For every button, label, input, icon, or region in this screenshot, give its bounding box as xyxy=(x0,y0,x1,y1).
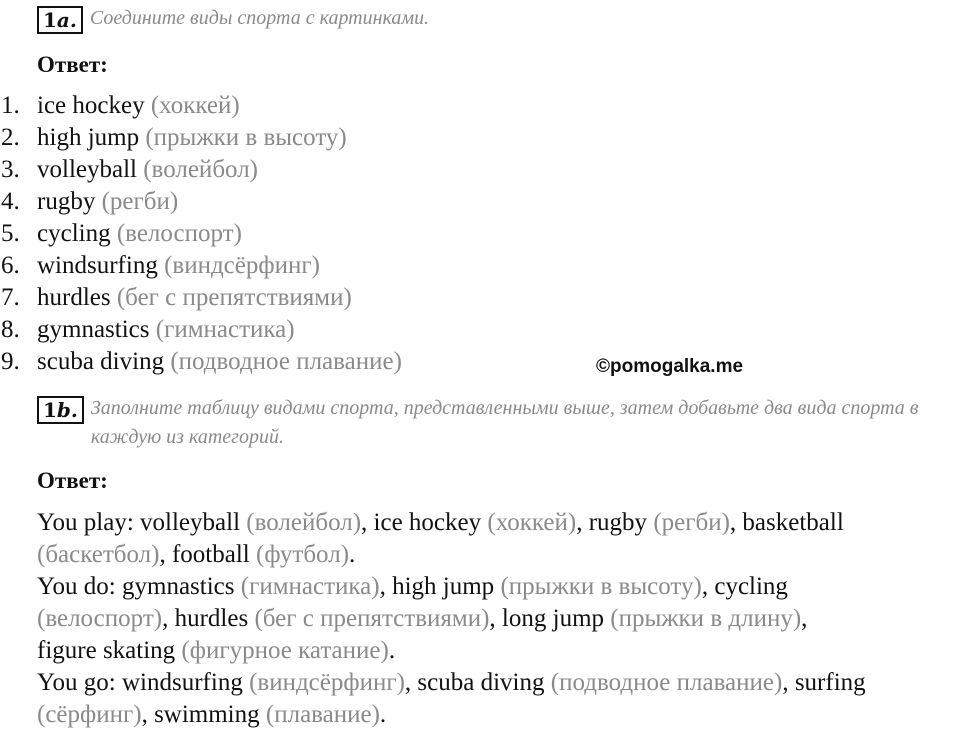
sport-name-ru: (хоккей) xyxy=(150,92,240,119)
list-item xyxy=(0,122,402,154)
task-1b-badge xyxy=(37,396,84,424)
sport-name-en: high jump xyxy=(37,124,140,151)
list-item-number: 9. xyxy=(1,348,20,375)
sport-name-ru: (волейбол) xyxy=(143,156,259,183)
text-segment-en: , long jump xyxy=(489,605,611,632)
task-1a-badge-letter: a. xyxy=(56,8,77,32)
text-segment-en: , hurdles xyxy=(162,605,255,632)
text-segment-en: figure skating xyxy=(37,637,182,664)
list-item xyxy=(0,186,402,218)
text-segment-en: . xyxy=(349,541,356,568)
sport-name-en: scuba diving xyxy=(37,348,165,375)
paragraph-line xyxy=(37,635,957,667)
paragraph-line xyxy=(37,603,957,635)
sport-name-en: rugby xyxy=(37,188,96,215)
text-segment-ru: (подводное плавание) xyxy=(550,669,783,696)
text-segment-ru: (фигурное катание) xyxy=(181,637,389,664)
paragraph-line xyxy=(37,699,957,731)
task-1a-instruction: Соедините виды спорта с картинками. xyxy=(89,7,430,29)
text-segment-ru: (сёрфинг) xyxy=(37,701,142,728)
text-segment-en: You do: gymnastics xyxy=(37,573,241,600)
paragraph-line xyxy=(37,539,957,571)
sport-name-en: cycling xyxy=(37,220,111,247)
sport-name-ru: (регби) xyxy=(101,188,179,215)
text-segment-en: , basketball xyxy=(729,509,844,536)
sport-name-ru: (виндсёрфинг) xyxy=(164,252,320,279)
sport-name-ru: (прыжки в высоту) xyxy=(145,124,347,151)
text-segment-ru: (баскетбол) xyxy=(37,541,160,568)
text-segment-ru: (бег с препятствиями) xyxy=(254,605,490,632)
sport-name-en: hurdles xyxy=(37,284,111,311)
paragraph-line xyxy=(37,507,957,539)
answer-paragraph xyxy=(37,507,957,731)
answer-label-1b: Ответ: xyxy=(37,468,108,493)
text-segment-ru: (виндсёрфинг) xyxy=(249,669,405,696)
text-segment-en: , high jump xyxy=(379,573,501,600)
sport-name-ru: (бег с препятствиями) xyxy=(116,284,352,311)
list-item xyxy=(0,90,402,122)
sport-name-ru: (велоспорт) xyxy=(116,220,242,247)
text-segment-en: , cycling xyxy=(701,573,788,600)
list-item xyxy=(0,346,402,378)
text-segment-ru: (гимнастика) xyxy=(240,573,380,600)
text-segment-en: , football xyxy=(159,541,256,568)
task-1a-header xyxy=(37,6,429,34)
text-segment-ru: (футбол) xyxy=(256,541,350,568)
text-segment-en: , swimming xyxy=(141,701,266,728)
answer-label-1a: Ответ: xyxy=(37,52,108,77)
text-segment-en: , scuba diving xyxy=(404,669,551,696)
text-segment-ru: (хоккей) xyxy=(487,509,577,536)
list-item xyxy=(0,314,402,346)
text-segment-en: . xyxy=(379,701,387,728)
list-item xyxy=(0,282,402,314)
list-item-number: 1. xyxy=(1,92,20,119)
task-1b-badge-number: 1 xyxy=(43,398,57,422)
sports-list xyxy=(0,90,402,378)
sport-name-ru: (гимнастика) xyxy=(155,316,295,343)
text-segment-ru: (прыжки в длину) xyxy=(610,605,802,632)
text-segment-ru: (волейбол) xyxy=(246,509,362,536)
task-1b-header xyxy=(37,396,947,452)
text-segment-en: , ice hockey xyxy=(361,509,488,536)
sport-name-en: volleyball xyxy=(37,156,137,183)
watermark: ©pomogalka.me xyxy=(596,356,744,377)
list-item-number: 5. xyxy=(1,220,20,247)
paragraph-line xyxy=(37,667,957,699)
list-item-number: 3. xyxy=(1,156,20,183)
text-segment-en: , surfing xyxy=(782,669,866,696)
list-item-number: 2. xyxy=(1,124,20,151)
text-segment-ru: (плавание) xyxy=(265,701,380,728)
sport-name-en: windsurfing xyxy=(37,252,158,279)
sport-name-en: gymnastics xyxy=(37,316,150,343)
text-segment-ru: (велоспорт) xyxy=(37,605,163,632)
list-item xyxy=(0,154,402,186)
task-1b-badge-letter: b. xyxy=(56,398,78,422)
text-segment-en: , rugby xyxy=(576,509,654,536)
list-item-number: 8. xyxy=(1,316,20,343)
text-segment-en: You go: windsurfing xyxy=(37,669,250,696)
task-1a-badge-number: 1 xyxy=(43,8,57,32)
text-segment-en: , xyxy=(801,605,808,632)
text-segment-en: . xyxy=(388,637,396,664)
text-segment-ru: (прыжки в высоту) xyxy=(500,573,702,600)
paragraph-line xyxy=(37,571,957,603)
task-1a-badge xyxy=(37,6,83,34)
list-item-number: 7. xyxy=(1,284,20,311)
sport-name-ru: (подводное плавание) xyxy=(170,348,402,375)
text-segment-en: You play: volleyball xyxy=(37,509,247,536)
task-1b-instruction: Заполните таблицу видами спорта, представленными выше, затем добавьте два вида спорта в каждую из категорий. xyxy=(90,397,919,448)
list-item xyxy=(0,218,402,250)
list-item xyxy=(0,250,402,282)
list-item-number: 6. xyxy=(1,252,20,279)
sport-name-en: ice hockey xyxy=(37,92,145,119)
text-segment-ru: (регби) xyxy=(653,509,730,536)
list-item-number: 4. xyxy=(1,188,20,215)
